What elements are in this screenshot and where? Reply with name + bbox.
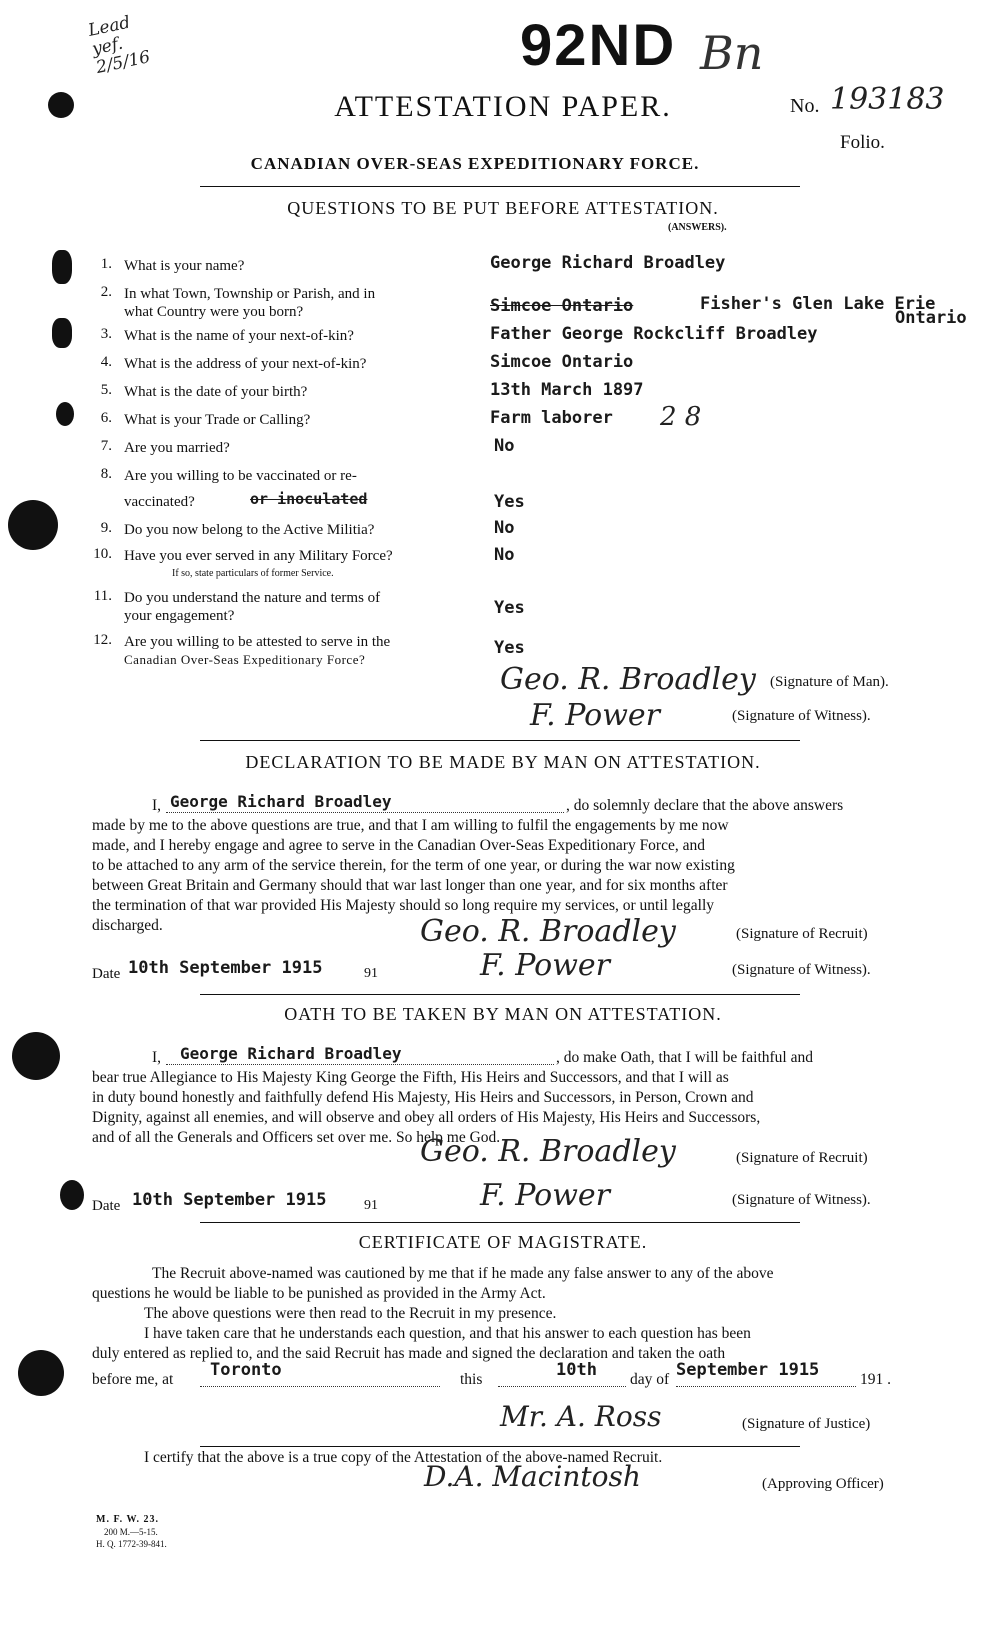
question-text: what Country were you born?	[124, 304, 304, 320]
question-text: Are you willing to be attested to serve in the	[124, 634, 391, 650]
questions-heading: QUESTIONS TO BE PUT BEFORE ATTESTATION.	[287, 198, 719, 218]
question-text: What is your name?	[124, 258, 245, 274]
signature-witness: F. Power	[480, 1178, 611, 1213]
declaration-date: 10th September 1915	[128, 958, 323, 978]
corner-note: Lead yef. 2/5/16	[86, 12, 153, 79]
signature-witness-label: (Signature of Witness).	[732, 962, 871, 978]
divider	[200, 1446, 800, 1447]
question-number: 1.	[100, 256, 112, 272]
date-suffix: 91	[364, 1198, 378, 1213]
question-number: 12.	[93, 632, 112, 648]
divider	[200, 186, 800, 187]
question-number: 6.	[100, 410, 112, 426]
declaration-line: , do solemnly declare that the above answers	[566, 797, 844, 814]
magistrate-year: 191 .	[860, 1371, 891, 1388]
signature-witness-label: (Signature of Witness).	[732, 708, 871, 724]
magistrate-place: Toronto	[210, 1360, 282, 1380]
signature-witness: F. Power	[480, 948, 611, 983]
question-text: What is the date of your birth?	[124, 384, 308, 400]
answer-married: No	[494, 436, 515, 456]
question-text: In what Town, Township or Parish, and in	[124, 286, 376, 302]
declaration-name: George Richard Broadley	[170, 792, 392, 811]
place-dotted-line	[200, 1386, 440, 1387]
signature-man: Geo. R. Broadley	[500, 662, 756, 697]
punch-hole	[52, 318, 72, 348]
month-dotted-line	[676, 1386, 856, 1387]
question-text: Canadian Over-Seas Expeditionary Force?	[124, 652, 366, 667]
question-number: 2.	[100, 284, 112, 300]
answer-kin-address: Simcoe Ontario	[490, 352, 634, 372]
page-title: ATTESTATION PAPER.	[334, 90, 672, 123]
question-text: Have you ever served in any Military Force?	[124, 548, 393, 564]
magistrate-line: The above questions were then read to the Recruit in my presence.	[144, 1305, 557, 1322]
signature-recruit-label: (Signature of Recruit)	[736, 1150, 868, 1166]
magistrate-line: questions he would be liable to be punished as provided in the Army Act.	[92, 1285, 546, 1302]
date-label: Date	[92, 966, 121, 982]
punch-hole	[8, 500, 58, 550]
question-number: 3.	[100, 326, 112, 342]
divider	[200, 1222, 800, 1223]
question-text: What is the name of your next-of-kin?	[124, 328, 354, 344]
declaration-line: to be attached to any arm of the service therein, for the term of one year, or during the war now existing	[92, 857, 735, 874]
declaration-line: made by me to the above questions are true, and that I am willing to fulfil the engagements by me now	[92, 817, 729, 834]
date-label: Date	[92, 1198, 121, 1214]
answer-attested: Yes	[494, 638, 525, 658]
oath-name: George Richard Broadley	[180, 1044, 402, 1063]
signature-justice-label: (Signature of Justice)	[742, 1416, 871, 1432]
question-number: 10.	[93, 546, 112, 562]
question-number: 4.	[100, 354, 112, 370]
answer-birthplace: Fisher's Glen Lake Erie	[700, 294, 936, 314]
number-label: No.	[790, 95, 820, 117]
question-text: vaccinated?	[124, 494, 195, 510]
declaration-i: I,	[152, 797, 162, 814]
print-run: 200 M.—5-15.	[104, 1527, 158, 1537]
magistrate-line: I have taken care that he understands each question, and that his answer to each question has been	[144, 1325, 751, 1342]
answer-vaccinated: Yes	[494, 492, 525, 512]
answer-trade: Farm laborer	[490, 408, 613, 428]
oath-i: I,	[152, 1049, 162, 1066]
signature-witness-label: (Signature of Witness).	[732, 1192, 871, 1208]
divider	[200, 740, 800, 741]
declaration-line	[152, 796, 161, 816]
punch-hole	[52, 250, 72, 284]
signature-recruit-label: (Signature of Recruit)	[736, 926, 868, 942]
signature-recruit: Geo. R. Broadley	[420, 1134, 676, 1169]
question-text: Are you willing to be vaccinated or re-	[124, 468, 357, 484]
answers-label: (ANSWERS).	[668, 222, 727, 233]
hq-code: H. Q. 1772-39-841.	[96, 1539, 167, 1549]
question-number: 7.	[100, 438, 112, 454]
question-number: 9.	[100, 520, 112, 536]
question-number: 11.	[93, 588, 112, 604]
magistrate-this: this	[460, 1371, 483, 1388]
question-number: 5.	[100, 382, 112, 398]
magistrate-line: duly entered as replied to, and the said Recruit has made and signed the declaration and taken the oath	[92, 1345, 726, 1362]
signature-officer: D.A. Macintosh	[424, 1460, 641, 1493]
declaration-line: the termination of that war provided His Majesty should so long require my services, or until legally	[92, 897, 715, 914]
form-code: M. F. W. 23.	[96, 1514, 160, 1525]
oath-heading: OATH TO BE TAKEN BY MAN ON ATTESTATION.	[284, 1004, 722, 1024]
name-dotted-line	[166, 812, 564, 813]
question-number: 8.	[100, 466, 112, 482]
magistrate-line: The Recruit above-named was cautioned by me that if he made any false answer to any of the above	[152, 1265, 774, 1282]
answer-birthplace-line2: Ontario	[895, 308, 967, 328]
punch-hole	[60, 1180, 84, 1210]
oath-line: Dignity, against all enemies, and will observe and obey all orders of His Majesty, His Heirs and Successors,	[92, 1109, 761, 1126]
signature-justice: Mr. A. Ross	[500, 1400, 662, 1433]
punch-hole	[18, 1350, 64, 1396]
day-dotted-line	[498, 1386, 626, 1387]
oath-line: , do make Oath, that I will be faithful and	[556, 1049, 813, 1066]
declaration-line: made, and I hereby engage and agree to serve in the Canadian Over-Seas Expeditionary Force, and	[92, 837, 705, 854]
question-struck-text: or inoculated	[250, 490, 368, 508]
date-suffix: 91	[364, 966, 378, 981]
magistrate-before: before me, at	[92, 1371, 174, 1388]
question-text: What is the address of your next-of-kin?	[124, 356, 367, 372]
certify-text: I certify that the above is a true copy of the Attestation of the above-named Recruit.	[144, 1449, 663, 1466]
oath-line: and of all the Generals and Officers set over me. So help me God.	[92, 1129, 501, 1146]
answer-engagement: Yes	[494, 598, 525, 618]
name-dotted-line	[166, 1064, 554, 1065]
punch-hole	[12, 1032, 60, 1080]
question-text: Do you now belong to the Active Militia?	[124, 522, 375, 538]
question-text: Do you understand the nature and terms of	[124, 590, 381, 606]
oath-line: bear true Allegiance to His Majesty King George the Fifth, His Heirs and Successors, and that I will as	[92, 1069, 729, 1086]
question-text: your engagement?	[124, 608, 235, 624]
magistrate-dayof: day of	[630, 1371, 670, 1388]
unit-stamp-handwritten: Bn	[700, 26, 764, 80]
signature-officer-label: (Approving Officer)	[762, 1476, 884, 1492]
answer-military-service: No	[494, 545, 515, 565]
magistrate-day: 10th	[556, 1360, 597, 1380]
oath-date: 10th September 1915	[132, 1190, 327, 1210]
answer-birth-date: 13th March 1897	[490, 380, 644, 400]
signature-man-label: (Signature of Man).	[770, 674, 889, 690]
magistrate-heading: CERTIFICATE OF MAGISTRATE.	[358, 1232, 648, 1252]
folio-label: Folio.	[840, 132, 885, 153]
answer-militia: No	[494, 518, 515, 538]
declaration-line: discharged.	[92, 917, 163, 934]
answer-name: George Richard Broadley	[490, 253, 726, 273]
answer-next-of-kin: Father George Rockcliff Broadley	[490, 324, 818, 344]
declaration-heading: DECLARATION TO BE MADE BY MAN ON ATTESTATION.	[245, 752, 761, 772]
trade-note: 2 8	[660, 402, 702, 432]
question-text: Are you married?	[124, 440, 230, 456]
oath-line: in duty bound honestly and faithfully defend His Majesty, His Heirs and Successors, in Person, Crown and	[92, 1089, 754, 1106]
signature-witness: F. Power	[530, 698, 661, 733]
magistrate-month: September 1915	[676, 1360, 820, 1380]
question-text: What is your Trade or Calling?	[124, 412, 311, 428]
punch-hole	[56, 402, 74, 426]
question-subnote: If so, state particulars of former Service.	[172, 568, 334, 579]
answer-struck: Simcoe Ontario	[490, 296, 634, 316]
subtitle: CANADIAN OVER-SEAS EXPEDITIONARY FORCE.	[250, 154, 700, 173]
declaration-line: between Great Britain and Germany should that war last longer than one year, and for six months after	[92, 877, 728, 894]
regimental-number: 193183	[830, 82, 945, 117]
divider	[200, 994, 800, 995]
signature-recruit: Geo. R. Broadley	[420, 914, 676, 949]
unit-stamp: 92ND	[520, 13, 677, 78]
